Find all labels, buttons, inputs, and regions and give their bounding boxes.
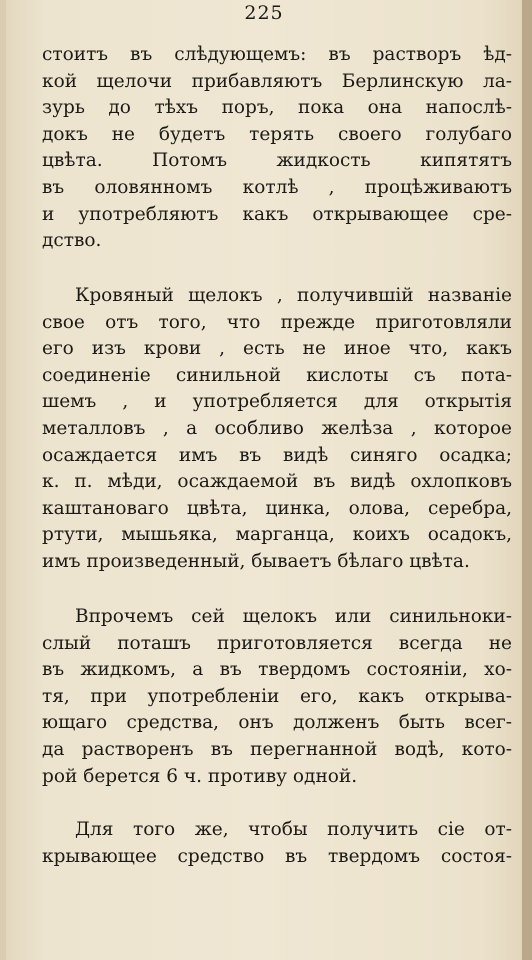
- text-line: металловъ , а особливо желѣза , которое: [42, 417, 512, 439]
- text-line: Впрочемъ сей щелокъ или синильноки-: [75, 606, 512, 627]
- page-number: 225: [244, 2, 284, 24]
- text-line: дство.: [42, 230, 102, 252]
- paragraph-4: [42, 817, 512, 870]
- text-line: свое отъ того, что прежде приготовляли: [42, 311, 512, 333]
- text-line: докъ не будетъ терять своего голубаго: [42, 123, 512, 145]
- text-line: имъ произведенный, бываетъ бѣлаго цвѣта.: [42, 550, 470, 572]
- text-line: и употребляютъ какъ открывающее сре-: [42, 203, 512, 225]
- text-line: цвѣта. Потомъ жидкость кипятятъ: [42, 150, 512, 172]
- text-line: Для того же, чтобы получить сіе от-: [75, 819, 512, 840]
- text-line: каштановаго цвѣта, цинка, олова, серебра,: [42, 497, 512, 519]
- paragraph-3: [42, 604, 512, 790]
- text-line: тя, при употребленіи его, какъ открыва-: [42, 685, 512, 707]
- text-line: его изъ крови , есть не иное что, какъ: [42, 338, 512, 360]
- text-line: соединеніе синильной кислоты съ пота-: [42, 364, 512, 386]
- paragraph-2: [42, 283, 512, 576]
- text-line: рой берется 6 ч. противу одной.: [42, 765, 358, 787]
- text-line: Кровяный щелокъ , получившій названіе: [75, 285, 512, 306]
- text-line: осаждается имъ въ видѣ синяго осадка;: [42, 444, 512, 466]
- text-line: шемъ , и употребляется для открытія: [42, 391, 512, 413]
- text-line: ющаго средства, онъ долженъ быть всег-: [42, 712, 512, 734]
- text-line: кой щелочи прибавляютъ Берлинскую ла-: [42, 70, 512, 92]
- text-line: зурь до тѣхъ поръ, пока она напослѣ-: [42, 97, 512, 119]
- text-line: крывающее средство въ твердомъ состоя-: [42, 845, 512, 867]
- text-line: стоитъ въ слѣдующемъ: въ растворъ ѣд-: [42, 44, 512, 65]
- text-line: к. п. мѣди, осаждаемой въ видѣ охлопковъ: [42, 471, 512, 493]
- text-line: въ оловянномъ котлѣ , процѣживаютъ: [42, 176, 512, 198]
- text-line: ртути, мышьяка, марганца, коихъ осадокъ,: [42, 524, 512, 546]
- text-line: въ жидкомъ, а въ твердомъ состояніи, хо-: [42, 659, 512, 681]
- text-line: да растворенъ въ перегнанной водѣ, кото-: [42, 738, 512, 760]
- text-line: слый поташъ приготовляется всегда не: [42, 632, 512, 654]
- paragraph-1: [42, 42, 512, 255]
